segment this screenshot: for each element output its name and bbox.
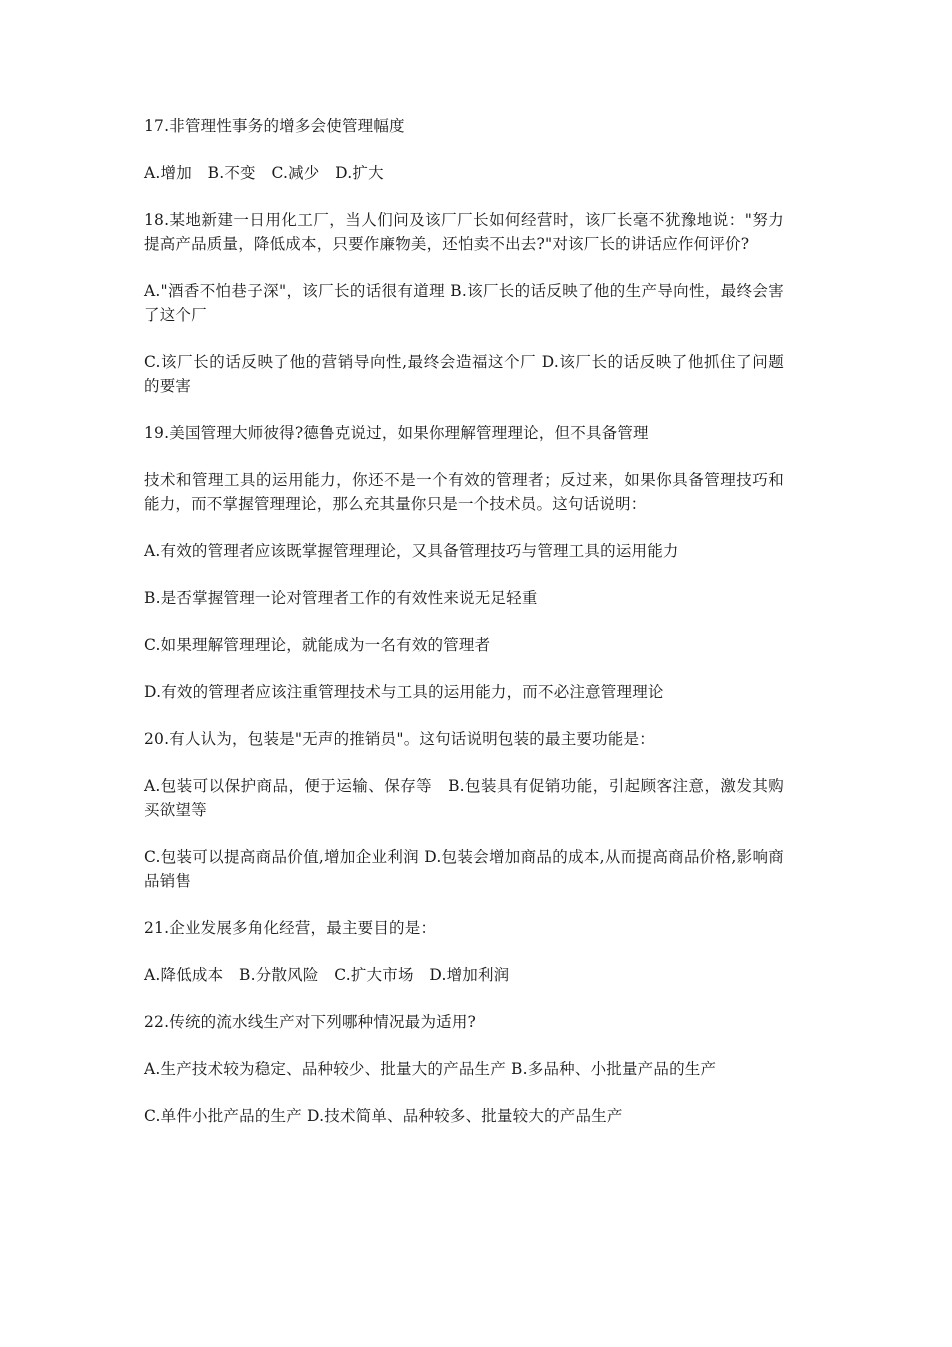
question-20-options-ab: A.包装可以保护商品，便于运输、保存等 B.包装具有促销功能，引起顾客注意，激发其购买欲望等 — [144, 777, 784, 819]
question-21-options: A.降低成本 B.分散风险 C.扩大市场 D.增加利润 — [144, 966, 510, 984]
question-19-option-d: D.有效的管理者应该注重管理技术与工具的运用能力，而不必注意管理理论 — [144, 683, 664, 701]
question-17-options: A.增加 B.不变 C.减少 D.扩大 — [144, 164, 384, 182]
question-18-options-ab: A."酒香不怕巷子深"，该厂长的话很有道理 B.该厂长的话反映了他的生产导向性，最终会害了这个厂 — [144, 282, 784, 324]
question-20-options-cd: C.包装可以提高商品价值,增加企业利润 D.包装会增加商品的成本,从而提高商品价格,影响商品销售 — [144, 848, 784, 890]
question-20-stem: 20.有人认为，包装是"无声的推销员"。这句话说明包装的最主要功能是： — [144, 730, 655, 748]
question-22-options-cd: C.单件小批产品的生产 D.技术简单、品种较多、批量较大的产品生产 — [144, 1107, 623, 1125]
question-22-options-ab: A.生产技术较为稳定、品种较少、批量大的产品生产 B.多品种、小批量产品的生产 — [144, 1060, 717, 1078]
question-18-stem: 18.某地新建一日用化工厂，当人们问及该厂厂长如何经营时，该厂长毫不犹豫地说："努力提高产品质量，降低成本，只要作廉物美，还怕卖不出去?"对该厂长的讲话应作何评价? — [144, 211, 784, 253]
question-19-option-c: C.如果理解管理理论，就能成为一名有效的管理者 — [144, 636, 491, 654]
question-17-stem: 17.非管理性事务的增多会使管理幅度 — [144, 117, 405, 135]
question-19-option-b: B.是否掌握管理一论对管理者工作的有效性来说无足轻重 — [144, 589, 538, 607]
question-19-stem-part2: 技术和管理工具的运用能力，你还不是一个有效的管理者；反过来，如果你具备管理技巧和能力，而不掌握管理理论，那么充其量你只是一个技术员。这句话说明： — [144, 471, 784, 513]
document-body — [144, 114, 784, 1151]
question-22-stem: 22.传统的流水线生产对下列哪种情况最为适用? — [144, 1013, 477, 1031]
question-18-options-cd: C.该厂长的话反映了他的营销导向性,最终会造福这个厂 D.该厂长的话反映了他抓住了问题的要害 — [144, 353, 784, 395]
question-19-option-a: A.有效的管理者应该既掌握管理理论，又具备管理技巧与管理工具的运用能力 — [144, 542, 679, 560]
question-19-stem-part1: 19.美国管理大师彼得?德鲁克说过，如果你理解管理理论，但不具备管理 — [144, 424, 649, 442]
question-21-stem: 21.企业发展多角化经营，最主要目的是： — [144, 919, 437, 937]
